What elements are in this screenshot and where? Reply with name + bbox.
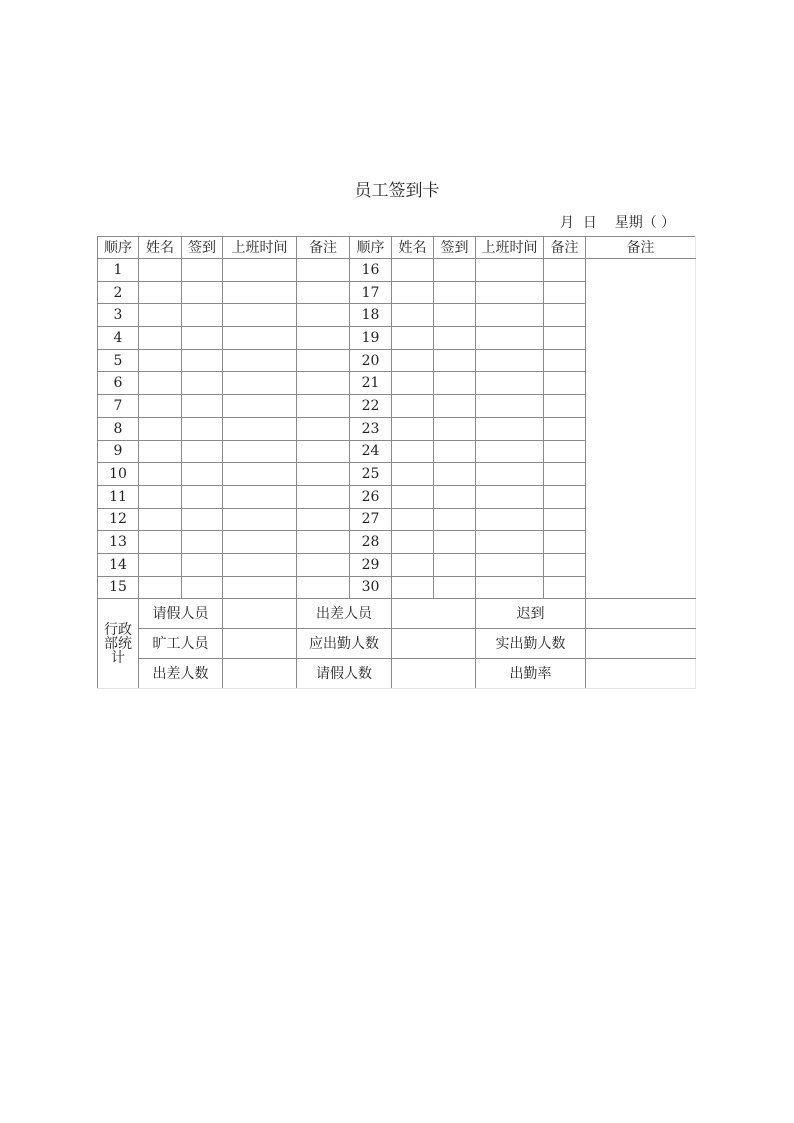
start-time-cell[interactable] <box>476 531 544 554</box>
note-cell[interactable] <box>297 395 350 418</box>
name-cell[interactable] <box>392 553 434 576</box>
signin-cell[interactable] <box>434 281 476 304</box>
note-cell[interactable] <box>297 304 350 327</box>
stat-value-cell[interactable] <box>586 629 696 659</box>
name-cell[interactable] <box>139 440 182 463</box>
name-cell[interactable] <box>139 463 182 486</box>
header-cell: 姓名 <box>392 237 434 259</box>
stat-label: 出勤率 <box>476 659 586 689</box>
note-cell[interactable] <box>544 531 586 554</box>
name-cell[interactable] <box>139 372 182 395</box>
start-time-cell[interactable] <box>476 485 544 508</box>
name-cell[interactable] <box>139 508 182 531</box>
header-cell: 签到 <box>434 237 476 259</box>
name-cell[interactable] <box>139 259 182 282</box>
start-time-cell[interactable] <box>223 327 297 350</box>
start-time-cell[interactable] <box>223 259 297 282</box>
note-cell[interactable] <box>544 327 586 350</box>
name-cell[interactable] <box>139 395 182 418</box>
seq-number-cell: 13 <box>98 531 139 554</box>
seq-number-cell: 1 <box>98 259 139 282</box>
seq-number-cell: 22 <box>350 395 392 418</box>
remarks-area[interactable] <box>586 259 696 599</box>
start-time-cell[interactable] <box>476 281 544 304</box>
seq-number-cell: 3 <box>98 304 139 327</box>
start-time-cell[interactable] <box>223 372 297 395</box>
signin-cell[interactable] <box>434 531 476 554</box>
name-cell[interactable] <box>392 463 434 486</box>
stat-label: 实出勤人数 <box>476 629 586 659</box>
signin-cell[interactable] <box>434 553 476 576</box>
signin-cell[interactable] <box>182 531 223 554</box>
note-cell[interactable] <box>297 259 350 282</box>
signin-cell[interactable] <box>182 485 223 508</box>
page-title: 员工签到卡 <box>354 181 440 201</box>
seq-number-cell: 9 <box>98 440 139 463</box>
admin-stats-label <box>98 599 139 689</box>
header-cell: 姓名 <box>139 237 182 259</box>
signin-cell[interactable] <box>182 395 223 418</box>
note-cell[interactable] <box>544 440 586 463</box>
signin-cell[interactable] <box>434 349 476 372</box>
note-cell[interactable] <box>297 372 350 395</box>
note-cell[interactable] <box>297 281 350 304</box>
name-cell[interactable] <box>139 485 182 508</box>
stat-value-cell[interactable] <box>223 629 297 659</box>
signin-cell[interactable] <box>182 508 223 531</box>
name-cell[interactable] <box>139 417 182 440</box>
seq-number-cell: 14 <box>98 553 139 576</box>
name-cell[interactable] <box>392 304 434 327</box>
start-time-cell[interactable] <box>476 259 544 282</box>
signin-cell[interactable] <box>182 327 223 350</box>
day-label: 日 <box>582 215 597 231</box>
name-cell[interactable] <box>392 349 434 372</box>
start-time-cell[interactable] <box>223 440 297 463</box>
signin-cell[interactable] <box>434 395 476 418</box>
seq-number-cell: 11 <box>98 485 139 508</box>
seq-number-cell: 4 <box>98 327 139 350</box>
note-cell[interactable] <box>297 508 350 531</box>
header-row <box>98 237 696 259</box>
name-cell[interactable] <box>392 417 434 440</box>
seq-number-cell: 21 <box>350 372 392 395</box>
seq-number-cell: 5 <box>98 349 139 372</box>
header-cell: 备注 <box>586 237 696 259</box>
note-cell[interactable] <box>544 395 586 418</box>
stat-label: 旷工人员 <box>139 629 223 659</box>
signin-cell[interactable] <box>182 349 223 372</box>
signin-cell[interactable] <box>182 281 223 304</box>
signin-cell[interactable] <box>182 372 223 395</box>
note-cell[interactable] <box>297 553 350 576</box>
month-label: 月 <box>560 215 574 231</box>
name-cell[interactable] <box>392 259 434 282</box>
seq-number-cell: 28 <box>350 531 392 554</box>
seq-number-cell: 26 <box>350 485 392 508</box>
seq-number-cell: 18 <box>350 304 392 327</box>
start-time-cell[interactable] <box>223 531 297 554</box>
name-cell[interactable] <box>139 304 182 327</box>
signin-cell[interactable] <box>182 440 223 463</box>
note-cell[interactable] <box>544 417 586 440</box>
start-time-cell[interactable] <box>476 372 544 395</box>
start-time-cell[interactable] <box>476 349 544 372</box>
start-time-cell[interactable] <box>476 508 544 531</box>
name-cell[interactable] <box>392 485 434 508</box>
seq-number-cell: 7 <box>98 395 139 418</box>
note-cell[interactable] <box>544 259 586 282</box>
signin-cell[interactable] <box>434 463 476 486</box>
name-cell[interactable] <box>392 440 434 463</box>
name-cell[interactable] <box>392 327 434 350</box>
signin-cell[interactable] <box>434 485 476 508</box>
seq-number-cell: 23 <box>350 417 392 440</box>
stats-row <box>98 659 696 689</box>
stat-value-cell[interactable] <box>223 659 297 689</box>
note-cell[interactable] <box>544 485 586 508</box>
stat-label: 请假人员 <box>139 599 223 629</box>
header-cell: 备注 <box>297 237 350 259</box>
start-time-cell[interactable] <box>223 576 297 599</box>
note-cell[interactable] <box>297 576 350 599</box>
start-time-cell[interactable] <box>476 417 544 440</box>
stat-value-cell[interactable] <box>392 599 476 629</box>
signin-cell[interactable] <box>434 508 476 531</box>
start-time-cell[interactable] <box>223 304 297 327</box>
seq-number-cell: 27 <box>350 508 392 531</box>
signin-cell[interactable] <box>182 463 223 486</box>
start-time-cell[interactable] <box>476 440 544 463</box>
stat-label: 请假人数 <box>297 659 392 689</box>
signin-cell[interactable] <box>182 553 223 576</box>
header-cell: 顺序 <box>98 237 139 259</box>
stat-value-cell[interactable] <box>392 629 476 659</box>
note-cell[interactable] <box>544 372 586 395</box>
signin-cell[interactable] <box>182 417 223 440</box>
seq-number-cell: 17 <box>350 281 392 304</box>
stat-value-cell[interactable] <box>392 659 476 689</box>
seq-number-cell: 2 <box>98 281 139 304</box>
seq-number-cell: 20 <box>350 349 392 372</box>
signin-cell[interactable] <box>182 259 223 282</box>
note-cell[interactable] <box>297 417 350 440</box>
seq-number-cell: 19 <box>350 327 392 350</box>
seq-number-cell: 25 <box>350 463 392 486</box>
note-cell[interactable] <box>544 553 586 576</box>
signin-cell[interactable] <box>434 259 476 282</box>
admin-stats-label-line: 计 <box>111 649 125 666</box>
signin-cell[interactable] <box>434 304 476 327</box>
name-cell[interactable] <box>139 576 182 599</box>
stat-label: 应出勤人数 <box>297 629 392 659</box>
seq-number-cell: 30 <box>350 576 392 599</box>
header-cell: 顺序 <box>350 237 392 259</box>
weekday-label: 星期（ ） <box>614 215 676 231</box>
name-cell[interactable] <box>139 531 182 554</box>
start-time-cell[interactable] <box>476 327 544 350</box>
seq-number-cell: 12 <box>98 508 139 531</box>
name-cell[interactable] <box>392 508 434 531</box>
signin-cell[interactable] <box>182 576 223 599</box>
note-cell[interactable] <box>544 281 586 304</box>
stat-value-cell[interactable] <box>586 599 696 629</box>
start-time-cell[interactable] <box>223 553 297 576</box>
stats-row <box>98 629 696 659</box>
date-line <box>560 212 675 232</box>
name-cell[interactable] <box>139 349 182 372</box>
signin-cell[interactable] <box>434 417 476 440</box>
stat-label: 出差人员 <box>297 599 392 629</box>
note-cell[interactable] <box>544 304 586 327</box>
seq-number-cell: 16 <box>350 259 392 282</box>
table-row <box>98 259 696 282</box>
note-cell[interactable] <box>544 508 586 531</box>
seq-number-cell: 29 <box>350 553 392 576</box>
seq-number-cell: 24 <box>350 440 392 463</box>
header-cell: 签到 <box>182 237 223 259</box>
header-cell: 上班时间 <box>223 237 297 259</box>
note-cell[interactable] <box>297 440 350 463</box>
note-cell[interactable] <box>297 485 350 508</box>
stat-value-cell[interactable] <box>223 599 297 629</box>
start-time-cell[interactable] <box>223 417 297 440</box>
signin-cell[interactable] <box>434 440 476 463</box>
start-time-cell[interactable] <box>223 281 297 304</box>
seq-number-cell: 8 <box>98 417 139 440</box>
signin-cell[interactable] <box>434 327 476 350</box>
note-cell[interactable] <box>297 327 350 350</box>
signin-cell[interactable] <box>182 304 223 327</box>
name-cell[interactable] <box>392 372 434 395</box>
start-time-cell[interactable] <box>223 349 297 372</box>
attendance-table <box>97 236 696 689</box>
start-time-cell[interactable] <box>223 395 297 418</box>
start-time-cell[interactable] <box>223 485 297 508</box>
start-time-cell[interactable] <box>476 576 544 599</box>
start-time-cell[interactable] <box>476 553 544 576</box>
name-cell[interactable] <box>392 576 434 599</box>
header-cell: 上班时间 <box>476 237 544 259</box>
stat-label: 出差人数 <box>139 659 223 689</box>
name-cell[interactable] <box>139 281 182 304</box>
start-time-cell[interactable] <box>223 508 297 531</box>
name-cell[interactable] <box>139 327 182 350</box>
admin-stats-label-line: 行政 <box>104 621 132 638</box>
signin-cell[interactable] <box>434 576 476 599</box>
header-cell: 备注 <box>544 237 586 259</box>
name-cell[interactable] <box>392 531 434 554</box>
note-cell[interactable] <box>297 349 350 372</box>
stat-label: 迟到 <box>476 599 586 629</box>
note-cell[interactable] <box>544 576 586 599</box>
note-cell[interactable] <box>297 531 350 554</box>
name-cell[interactable] <box>139 553 182 576</box>
name-cell[interactable] <box>392 395 434 418</box>
name-cell[interactable] <box>392 281 434 304</box>
start-time-cell[interactable] <box>223 463 297 486</box>
note-cell[interactable] <box>297 463 350 486</box>
start-time-cell[interactable] <box>476 463 544 486</box>
note-cell[interactable] <box>544 463 586 486</box>
start-time-cell[interactable] <box>476 304 544 327</box>
stat-value-cell[interactable] <box>586 659 696 689</box>
signin-cell[interactable] <box>434 372 476 395</box>
start-time-cell[interactable] <box>476 395 544 418</box>
note-cell[interactable] <box>544 349 586 372</box>
stats-row <box>98 599 696 629</box>
admin-stats-label-line: 部统 <box>104 635 132 652</box>
seq-number-cell: 6 <box>98 372 139 395</box>
seq-number-cell: 15 <box>98 576 139 599</box>
seq-number-cell: 10 <box>98 463 139 486</box>
